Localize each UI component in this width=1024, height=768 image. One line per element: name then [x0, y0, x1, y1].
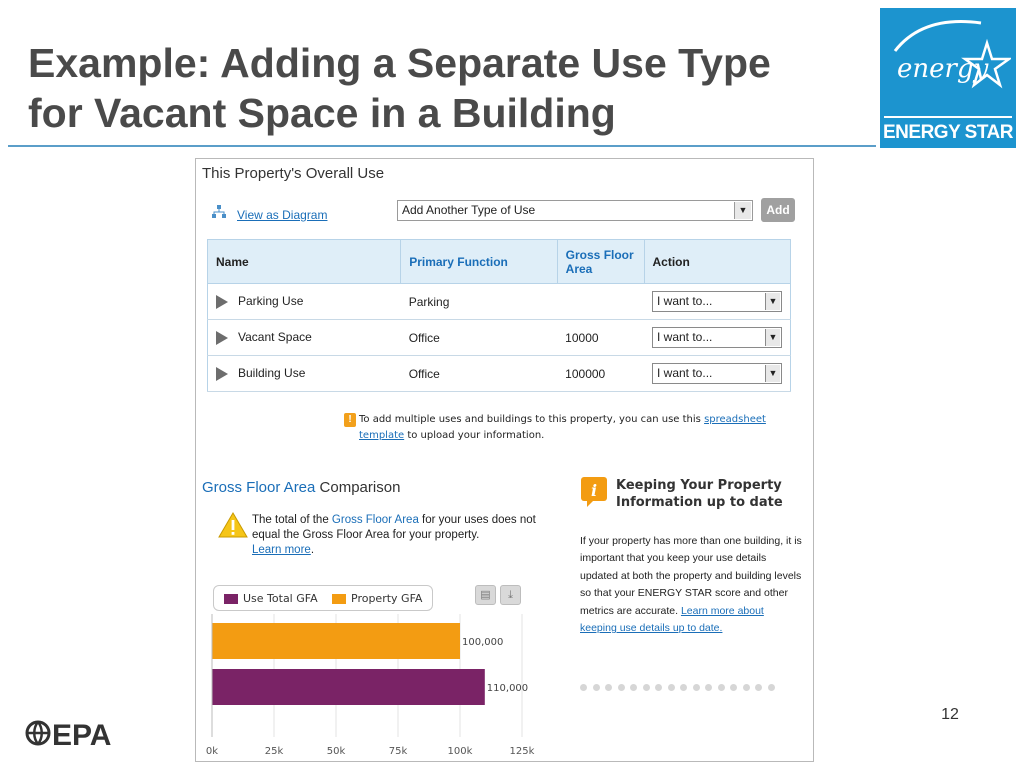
- carousel-dot[interactable]: [618, 684, 625, 691]
- row-function[interactable]: Office: [401, 356, 557, 392]
- carousel-dot[interactable]: [580, 684, 587, 691]
- logo-divider: [884, 116, 1012, 118]
- carousel-dot[interactable]: [605, 684, 612, 691]
- chevron-down-icon: ▼: [765, 293, 780, 310]
- carousel-dot[interactable]: [668, 684, 675, 691]
- tip-icon: !: [344, 413, 356, 427]
- row-action-cell: [644, 356, 791, 392]
- view-as-diagram-link[interactable]: View as Diagram: [237, 208, 328, 222]
- row-gfa: 10000: [557, 320, 644, 356]
- gfa-title-link[interactable]: Gross Floor Area: [202, 479, 316, 496]
- bar-data-label: 100,000: [462, 637, 504, 648]
- row-gfa: [557, 284, 644, 320]
- warning-icon: [218, 511, 248, 539]
- gfa-title-rest: Comparison: [315, 479, 401, 496]
- sidebar-body: [580, 533, 802, 637]
- gfa-bar-chart: [196, 614, 576, 761]
- legend-label-property[interactable]: Property GFA: [351, 592, 423, 605]
- tip-text-before: To add multiple uses and buildings to this property, you can use this: [359, 414, 705, 425]
- x-tick-label: 125k: [509, 746, 535, 757]
- info-bubble-icon: [581, 477, 607, 507]
- header-name: Name: [208, 240, 401, 284]
- row-function[interactable]: Parking: [401, 284, 557, 320]
- warning-part2: for your uses does not equal the Gross Floor Area for your property.: [252, 514, 536, 541]
- warning-gfa-link[interactable]: Gross Floor Area: [331, 514, 419, 526]
- portfolio-manager-screenshot: [195, 158, 814, 762]
- diagram-icon: [212, 205, 226, 219]
- carousel-dot[interactable]: [593, 684, 600, 691]
- print-chart-button[interactable]: ▤: [475, 585, 496, 605]
- row-name-cell[interactable]: [208, 356, 401, 392]
- overall-use-title: This Property's Overall Use: [202, 165, 385, 182]
- warning-part1: The total of the: [252, 514, 332, 526]
- header-gross-floor-area[interactable]: Gross Floor Area: [557, 240, 644, 284]
- carousel-dot[interactable]: [718, 684, 725, 691]
- page-number: 12: [941, 706, 959, 723]
- bar-property-gfa: [212, 623, 460, 659]
- row-name: Building Use: [238, 366, 306, 381]
- sidebar-heading: Keeping Your Property Information up to date: [616, 478, 783, 510]
- action-select[interactable]: [652, 291, 782, 312]
- chevron-down-icon: ▼: [765, 329, 780, 346]
- property-use-table: [207, 239, 791, 392]
- upload-tip: [359, 412, 779, 444]
- template-link[interactable]: template: [359, 430, 405, 441]
- x-tick-label: 75k: [388, 746, 408, 757]
- x-tick-label: 100k: [447, 746, 473, 757]
- action-select-value: I want to...: [657, 366, 713, 380]
- sidebar-text: If your property has more than one building, it is important that you keep your use details updated at both the property and building levels so that your ENERGY STAR score and other metrics are accurate.: [580, 535, 802, 617]
- learn-more-link[interactable]: Learn more: [252, 544, 311, 556]
- row-name-cell[interactable]: [208, 320, 401, 356]
- row-name: Parking Use: [238, 294, 304, 309]
- carousel-dot[interactable]: [630, 684, 637, 691]
- legend-swatch-use-total: [224, 594, 238, 604]
- carousel-dot[interactable]: [768, 684, 775, 691]
- svg-text:energy: energy: [897, 54, 989, 84]
- bar-data-label: 110,000: [486, 683, 529, 694]
- energy-star-logo: [880, 8, 1016, 148]
- row-action-cell: [644, 284, 791, 320]
- legend-swatch-property: [332, 594, 346, 604]
- add-button[interactable]: Add: [761, 198, 795, 222]
- tip-text-after: to upload your information.: [404, 430, 545, 441]
- title-divider: [8, 145, 876, 147]
- expand-arrow-icon[interactable]: [216, 367, 228, 381]
- row-function[interactable]: Office: [401, 320, 557, 356]
- carousel-dot[interactable]: [693, 684, 700, 691]
- row-action-cell: [644, 320, 791, 356]
- table-row: [208, 284, 791, 320]
- x-tick-label: 0k: [205, 746, 219, 757]
- gfa-warning-message: [252, 513, 562, 558]
- legend-label-use-total[interactable]: Use Total GFA: [243, 592, 318, 605]
- carousel-dot[interactable]: [730, 684, 737, 691]
- download-chart-button[interactable]: ⤓: [500, 585, 521, 605]
- add-use-type-select[interactable]: [397, 200, 753, 221]
- energy-star-logo-text: ENERGY STAR: [883, 122, 1013, 143]
- action-select-value: I want to...: [657, 294, 713, 308]
- row-gfa: 100000: [557, 356, 644, 392]
- epa-logo: [24, 716, 124, 750]
- add-use-type-value: Add Another Type of Use: [402, 203, 536, 217]
- chevron-down-icon: ▼: [765, 365, 780, 382]
- action-select-value: I want to...: [657, 330, 713, 344]
- carousel-dots: [580, 678, 780, 696]
- bar-use-total-gfa: [212, 669, 485, 705]
- svg-text:i: i: [591, 481, 598, 500]
- spreadsheet-link[interactable]: spreadsheet: [704, 414, 766, 425]
- expand-arrow-icon[interactable]: [216, 295, 228, 309]
- action-select[interactable]: [652, 327, 782, 348]
- carousel-dot[interactable]: [643, 684, 650, 691]
- row-name: Vacant Space: [238, 330, 312, 345]
- table-header-row: [208, 240, 791, 284]
- chart-legend: [213, 585, 433, 611]
- row-name-cell[interactable]: [208, 284, 401, 320]
- x-tick-label: 25k: [264, 746, 284, 757]
- expand-arrow-icon[interactable]: [216, 331, 228, 345]
- header-action: Action: [644, 240, 791, 284]
- x-tick-label: 50k: [326, 746, 346, 757]
- epa-logo-text: EPA: [52, 719, 112, 750]
- energy-star-icon: [883, 11, 1011, 111]
- carousel-dot[interactable]: [655, 684, 662, 691]
- header-primary-function[interactable]: Primary Function: [401, 240, 557, 284]
- slide-title: [28, 38, 868, 138]
- table-row: [208, 356, 791, 392]
- slide-title-line2: for Vacant Space in a Building: [28, 90, 616, 136]
- warning-period: .: [310, 544, 315, 556]
- action-select[interactable]: [652, 363, 782, 384]
- gfa-comparison-title: [202, 479, 400, 496]
- chevron-down-icon: ▼: [734, 202, 751, 219]
- carousel-dot[interactable]: [680, 684, 687, 691]
- carousel-dot[interactable]: [755, 684, 762, 691]
- carousel-dot[interactable]: [743, 684, 750, 691]
- carousel-dot[interactable]: [705, 684, 712, 691]
- sidebar-learn-more-link[interactable]: Learn more about keeping use details up to date.: [580, 604, 764, 635]
- slide-title-line1: Example: Adding a Separate Use Type: [28, 40, 771, 86]
- table-row: [208, 320, 791, 356]
